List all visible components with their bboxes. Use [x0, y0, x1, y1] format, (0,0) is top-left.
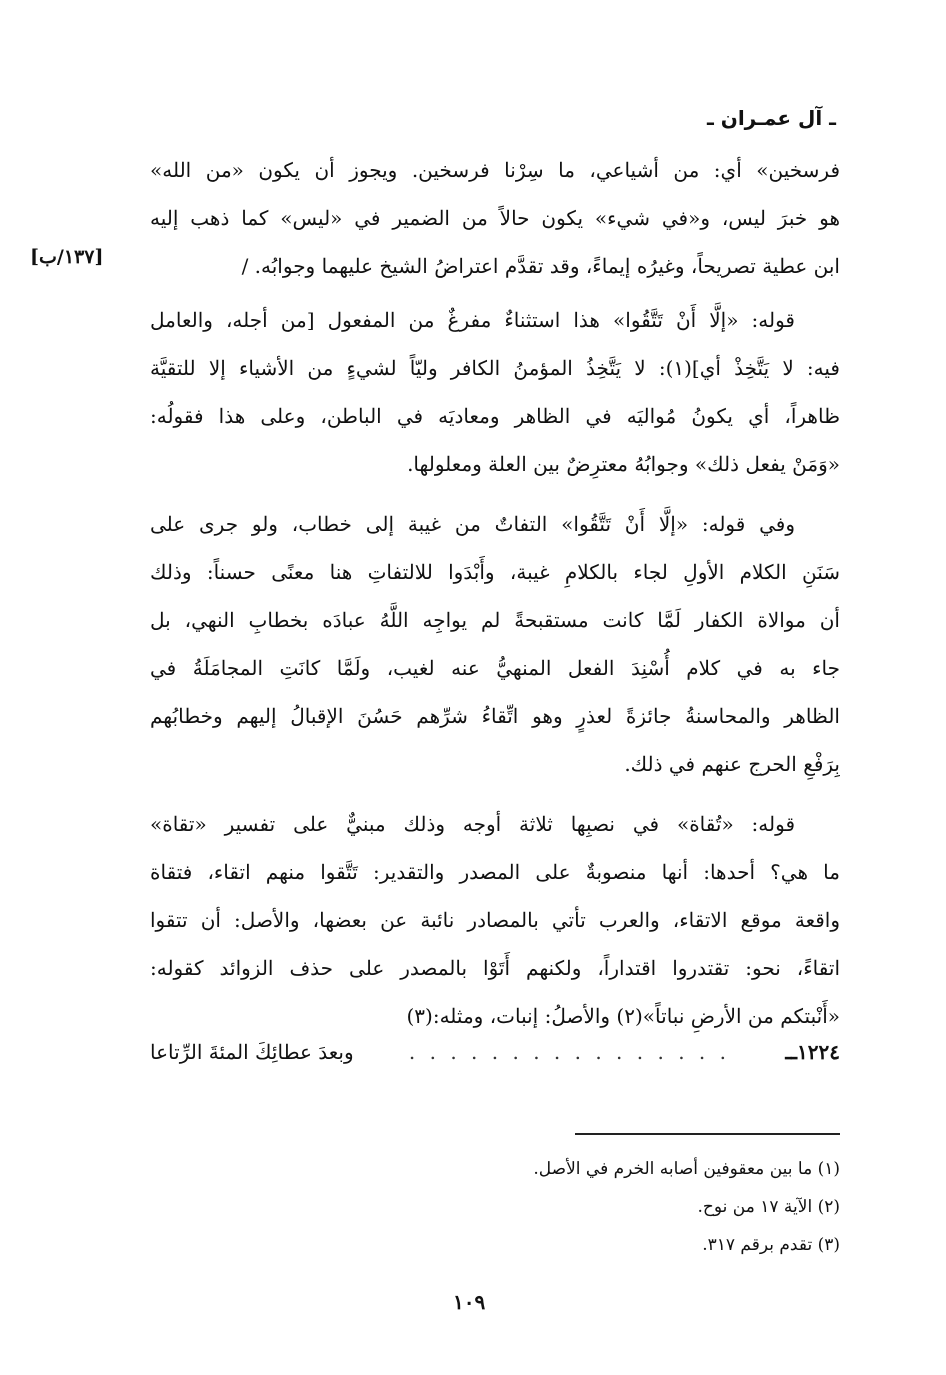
text-line: أن موالاة الكفار لَمَّا كانت مستقبحةً لم يواجِه اللَّهُ عبادَه بخطابِ النهي، بل: [150, 608, 840, 632]
text-line: وفي قوله: «إلَّا أَنْ تَتَّقُوا» التفاتٌ من غيبة إلى خطاب، ولو جرى على: [150, 512, 795, 536]
paragraph-1: [150, 146, 840, 290]
text-line: قوله: «تُقاة» في نصبِها ثلاثة أوجه وذلك مبنيٌّ على تفسير «تقاة»: [150, 812, 795, 836]
text-line: واقعة موقع الاتقاء، والعرب تأتي بالمصادر نائبة عن بعضها، والأصل: أن تتقوا: [150, 908, 840, 932]
poem-verse: [150, 1040, 840, 1080]
footnote: (٣) تقدم برقم ٣١٧.: [702, 1235, 840, 1255]
margin-folio-reference: [١٣٧/ب]: [30, 246, 104, 268]
text-line: فرسخين» أي: من أشياعي، ما سِرْنا فرسخين. ويجوز أن يكون «من الله»: [150, 158, 840, 182]
footnote-divider: [575, 1133, 840, 1135]
paragraph-4: [150, 800, 840, 1040]
text-line: «أَنْبتكم من الأرضِ نباتاً»(٢) والأصلُ: إنبات، ومثله:(٣): [406, 1004, 840, 1028]
footnotes: [533, 1150, 840, 1264]
footnote: (١) ما بين معقوفين أصابه الخرم في الأصل.: [533, 1159, 840, 1179]
text-line: «وَمَنْ يفعل ذلك» وجوابُهُ معترِضٌ بين العلة ومعلولها.: [407, 452, 840, 476]
verse-text: وبعدَ عطائِكَ المئةَ الرِّتاعا: [150, 1040, 354, 1064]
paragraph-2: [150, 296, 840, 488]
text-line: فيه: لا يَتَّخِذْ أي](١): لا يَتَّخِذُ المؤمنُ الكافر وليّاً لشيءٍ من الأشياء إلا للتقيَّة: [150, 356, 840, 380]
page-number: ١٠٩: [453, 1290, 486, 1314]
text-line: ظاهراً، أي يكونُ مُواليَه في الظاهر ومعاديَه في الباطن، وعلى هذا فقولُه:: [150, 404, 840, 428]
text-line: جاء به في كلام أُسْنِدَ الفعل المنهيُّ عنه لغيب، ولَمَّا كانَتِ المجامَلَةُ في: [150, 656, 840, 680]
running-header: ـ آل عمـران ـ: [706, 106, 836, 130]
text-line: ابن عطية تصريحاً، وغيرُه إيماءً، وقد تقدَّم اعتراضُ الشيخ عليهما وجوابُه. /: [241, 254, 840, 278]
text-line: اتقاءً، نحو: تقتدروا اقتداراً، ولكنهم أَتَوْا بالمصدر على حذف الزوائد كقوله:: [150, 956, 840, 980]
footnote: (٢) الآية ١٧ من نوح.: [697, 1197, 840, 1217]
verse-number: ١٢٢٤ــ: [785, 1040, 840, 1064]
text-line: هو خبرَ ليس، و«في شيء» يكون حالاً من الضمير في «ليس» كما ذهب إليه: [150, 206, 840, 230]
text-line: بِرَفْعِ الحرج عنهم في ذلك.: [624, 752, 840, 776]
text-line: ما هي؟ أحدها: أنها منصوبةٌ على المصدر والتقدير: تَتَّقوا منهم اتقاء، فتقاة: [150, 860, 840, 884]
text-line: سَنَنِ الكلام الأولِ لجاء بالكلامِ غيبة، وأَبْدَوا للالتفاتِ هنا معنًى حسناً: وذلك: [150, 560, 840, 584]
text-line: قوله: «إلَّا أَنْ تَتَّقُوا» هذا استثناءٌ مفرغٌ من المفعول [من أجله، والعامل: [150, 308, 795, 332]
paragraph-3: [150, 500, 840, 788]
verse-ellipsis: . . . . . . . . . . . . . . . .: [408, 1040, 730, 1064]
text-line: الظاهر والمحاسنةُ جائزةً لعذرٍ وهو اتِّقاءُ شرِّهم حَسُنَ الإقبالُ إليهم وخطابُهم: [150, 704, 840, 728]
